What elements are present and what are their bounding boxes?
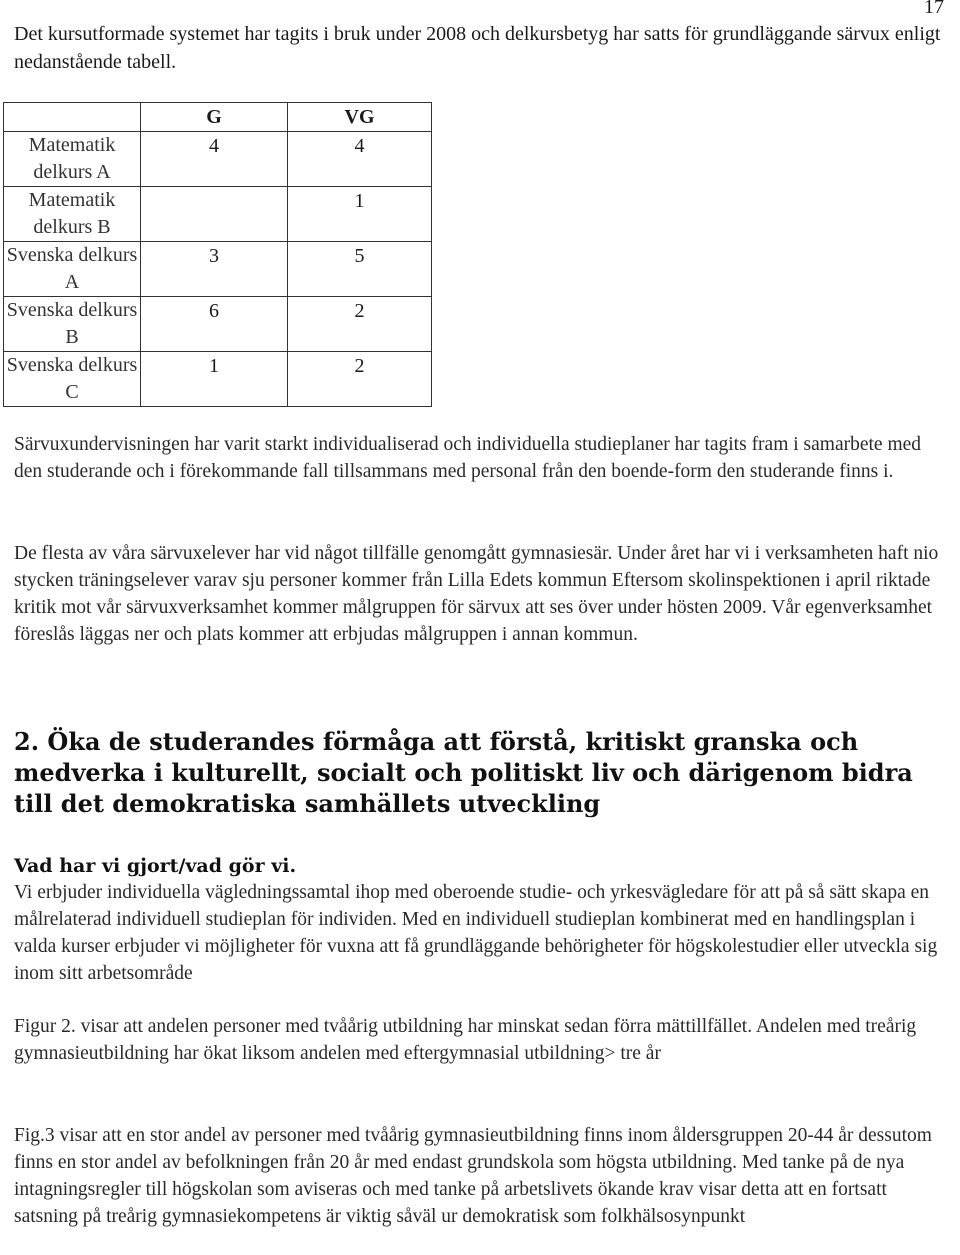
guidance-paragraph: Vi erbjuder individuella vägledningssamtal ihop med oberoende studie- och yrkesvägledare för att på så sätt skapa en målrelaterad individuell studieplan för individen. Med en individuell studieplan kombinerat med en handlingsplan i valda kurser erbjuder vi möjligheter för vuxna att få grundläggande behörigheter för högskolestudier eller utveckla sig inom sitt arbetsområde [14,882,938,984]
g-cell: 3 [141,242,288,297]
table-row [4,132,432,187]
figure-2-paragraph: Figur 2. visar att andelen personer med tvåårig utbildning har minskat sedan förra mättillfället. Andelen med treårig gymnasieutbildning har ökat liksom andelen med eftergymnasial utbildning> tre år [14,1016,917,1064]
header-g: G [141,103,288,132]
table-row [4,352,432,407]
subject-cell: Svenska delkurs C [4,352,141,407]
header-subject [4,103,141,132]
table-row [4,297,432,352]
g-cell: 6 [141,297,288,352]
individualisation-paragraph: Särvuxundervisningen har varit starkt individualiserad och individuella studieplaner har tagits fram i samarbete med den studerande och i förekommande fall tillsammans med personal från den boende-form den studerande finns i. [14,434,922,482]
subject-cell: Svenska delkurs A [4,242,141,297]
g-cell: 1 [141,352,288,407]
subject-cell: Matematik delkurs A [4,132,141,187]
subheading: Vad har vi gjort/vad gör vi. [14,855,297,877]
students-paragraph: De flesta av våra särvuxelever har vid något tillfälle genomgått gymnasiesär. Under året har vi i verksamheten haft nio stycken träningselever varav sju personer kommer från Lilla Edets kommun Eftersom skolinspektionen i april riktade kritik mot vår särvuxverksamhet kommer målgruppen för särvux att ses över under hösten 2009. Vår egenverksamhet föreslås läggas ner och plats kommer att erbjudas målgruppen i annan kommun. [14,543,939,645]
figure-3-paragraph: Fig.3 visar att en stor andel av personer med tvåårig gymnasieutbildning finns inom åldersgruppen 20-44 år dessutom finns en stor andel av befolkningen från 20 år med endast grundskola som högsta utbildning. Med tanke på de nya intagningsregler till högskolan som aviseras och med tanke på arbetslivets ökande krav visar detta att en fortsatt satsning på treårig gymnasiekompetens är viktig såväl ur demokratisk som folkhälsosynpunkt [14,1125,932,1227]
subject-cell: Matematik delkurs B [4,187,141,242]
section-heading: 2. Öka de studerandes förmåga att förstå, kritiskt granska och medverka i kulturellt, socialt och politiskt liv och därigenom bidra till det demokratiska samhällets utveckling [14,727,913,818]
vg-cell: 2 [288,352,432,407]
vg-cell: 4 [288,132,432,187]
table-row [4,187,432,242]
table-header-row [4,103,432,132]
subject-cell: Svenska delkurs B [4,297,141,352]
vg-cell: 2 [288,297,432,352]
g-cell [141,187,288,242]
vg-cell: 1 [288,187,432,242]
vg-cell: 5 [288,242,432,297]
g-cell: 4 [141,132,288,187]
table-row [4,242,432,297]
header-vg: VG [288,103,432,132]
page-number: 17 [924,0,944,18]
intro-paragraph: Det kursutformade systemet har tagits i bruk under 2008 och delkursbetyg har satts för grundläggande särvux enligt nedanstående tabell. [14,23,941,73]
grades-table [3,102,432,407]
